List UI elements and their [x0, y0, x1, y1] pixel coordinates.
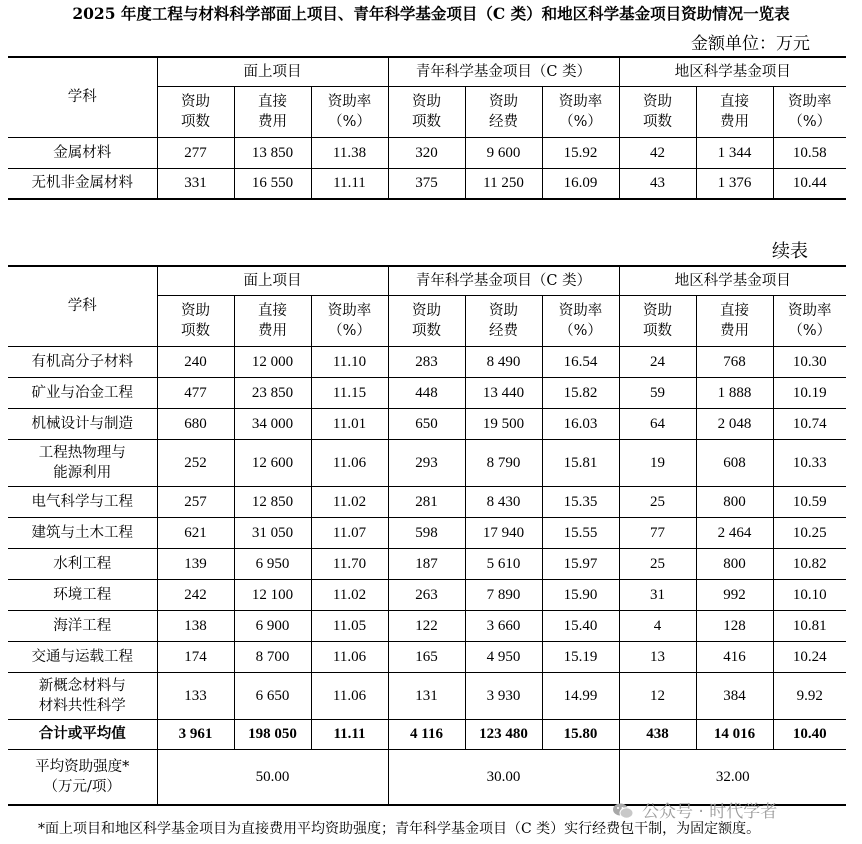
table-cell: 10.81 [773, 610, 846, 641]
table-cell: 139 [157, 548, 234, 579]
table-cell: 277 [157, 137, 234, 168]
table-cell: 15.55 [542, 517, 619, 548]
discipline-header: 学科 [8, 57, 157, 137]
table-cell: 8 430 [465, 486, 542, 517]
table-cell: 19 500 [465, 408, 542, 439]
table-cell: 252 [157, 439, 234, 486]
table-cell: 16.09 [542, 168, 619, 199]
subheader-line: 资助 [412, 302, 441, 319]
watermark-text: 公众号 · 时代学者 [642, 802, 778, 822]
group-header-general: 面上项目 [157, 57, 388, 86]
table-cell: 6 950 [234, 548, 311, 579]
table-cell: 448 [388, 377, 465, 408]
table-cell: 165 [388, 641, 465, 672]
subheader-cell [234, 295, 311, 346]
subheader-line: 资助率 [558, 302, 603, 319]
table-cell: 128 [696, 610, 773, 641]
funding-table-part1 [8, 56, 846, 200]
table-cell: 10.30 [773, 346, 846, 377]
subheader-cell [773, 86, 846, 137]
table-cell: 10.24 [773, 641, 846, 672]
avg-regional: 32.00 [619, 749, 846, 805]
subheader-cell [696, 295, 773, 346]
table-cell: 3 930 [465, 672, 542, 719]
subheader-line: 直接 [258, 302, 287, 319]
subheader-cell [542, 86, 619, 137]
subheader-line: 费用 [258, 322, 287, 339]
group-header-youth: 青年科学基金项目（C 类） [388, 266, 619, 295]
subheader-line: 资助 [181, 93, 210, 110]
subheader-line: （%） [559, 113, 602, 130]
avg-label-line1: 平均资助强度* [35, 758, 130, 775]
table-cell: 34 000 [234, 408, 311, 439]
table-cell: 2 048 [696, 408, 773, 439]
subheader-line: （%） [328, 113, 371, 130]
subheader-line: 直接 [720, 93, 750, 110]
subheader-line: 资助 [412, 93, 441, 110]
avg-general: 50.00 [157, 749, 388, 805]
table-cell: 12 600 [234, 439, 311, 486]
subheader-line: 资助率 [327, 302, 372, 319]
table-cell: 11.38 [311, 137, 388, 168]
group-header-general: 面上项目 [157, 266, 388, 295]
table-cell: 320 [388, 137, 465, 168]
table-cell: 11.10 [311, 346, 388, 377]
table-row [8, 439, 846, 486]
table-cell: 10.58 [773, 137, 846, 168]
table-cell: 1 376 [696, 168, 773, 199]
table-cell: 10.33 [773, 439, 846, 486]
table-cell: 15.40 [542, 610, 619, 641]
subheader-line: （%） [559, 322, 602, 339]
subheader-line: 资助 [489, 302, 518, 319]
discipline-name: 水利工程 [8, 548, 157, 579]
discipline-name: 金属材料 [8, 137, 157, 168]
table-cell: 59 [619, 377, 696, 408]
table-cell: 15.81 [542, 439, 619, 486]
table2-summary [8, 719, 846, 805]
subheader-line: 资助率 [327, 93, 372, 110]
discipline-name: 机械设计与制造 [8, 408, 157, 439]
table-cell: 263 [388, 579, 465, 610]
table-cell: 6 900 [234, 610, 311, 641]
table-row [8, 486, 846, 517]
subheader-line: 资助 [643, 302, 673, 319]
table-cell: 11.05 [311, 610, 388, 641]
total-label: 合计或平均值 [8, 719, 157, 749]
discipline-name: 矿业与冶金工程 [8, 377, 157, 408]
avg-intensity-label [8, 749, 157, 805]
table-cell: 992 [696, 579, 773, 610]
table-cell: 16.54 [542, 346, 619, 377]
table-cell: 768 [696, 346, 773, 377]
subheader-line: 资助 [643, 93, 673, 110]
table-cell: 800 [696, 548, 773, 579]
table-cell: 25 [619, 548, 696, 579]
subheader-line: 项数 [412, 322, 441, 339]
continued-label: 续表 [772, 241, 808, 262]
table-cell: 7 890 [465, 579, 542, 610]
table-cell: 6 650 [234, 672, 311, 719]
table-row [8, 672, 846, 719]
table-cell: 13 [619, 641, 696, 672]
table-cell: 12 000 [234, 346, 311, 377]
total-cell: 4 116 [388, 719, 465, 749]
table-row [8, 610, 846, 641]
table-cell: 1 888 [696, 377, 773, 408]
subheader-line: 资助率 [558, 93, 603, 110]
table-row [8, 168, 846, 199]
table-cell: 11.02 [311, 579, 388, 610]
group-header-regional: 地区科学基金项目 [619, 266, 846, 295]
table-row [8, 408, 846, 439]
table-cell: 680 [157, 408, 234, 439]
subheader-line: （%） [788, 113, 832, 130]
discipline-name: 电气科学与工程 [8, 486, 157, 517]
subheader-line: 项数 [412, 113, 441, 130]
table-cell: 43 [619, 168, 696, 199]
table-cell: 11.06 [311, 641, 388, 672]
table-row [8, 548, 846, 579]
table-cell: 650 [388, 408, 465, 439]
table-cell: 19 [619, 439, 696, 486]
subheader-cell [773, 295, 846, 346]
table-cell: 800 [696, 486, 773, 517]
subheader-cell [542, 295, 619, 346]
subheader-line: 直接 [258, 93, 287, 110]
table-row [8, 579, 846, 610]
table-cell: 187 [388, 548, 465, 579]
subheader-cell [311, 295, 388, 346]
table-cell: 11.02 [311, 486, 388, 517]
total-cell: 11.11 [311, 719, 388, 749]
subheader-line: 项数 [643, 322, 673, 339]
subheader-line: 经费 [489, 113, 518, 130]
subheader-line: 经费 [489, 322, 518, 339]
table-cell: 133 [157, 672, 234, 719]
table-cell: 12 850 [234, 486, 311, 517]
subheader-cell [465, 86, 542, 137]
total-cell: 14 016 [696, 719, 773, 749]
amount-unit: 金额单位：万元 [691, 34, 810, 54]
table-cell: 15.90 [542, 579, 619, 610]
table-cell: 13 850 [234, 137, 311, 168]
subheader-line: （%） [328, 322, 371, 339]
subheader-cell [234, 86, 311, 137]
total-cell: 123 480 [465, 719, 542, 749]
table-cell: 77 [619, 517, 696, 548]
table-cell: 5 610 [465, 548, 542, 579]
table-cell: 15.82 [542, 377, 619, 408]
table-cell: 13 440 [465, 377, 542, 408]
table-cell: 242 [157, 579, 234, 610]
subheader-line: 资助率 [788, 93, 832, 110]
subheader-line: 费用 [258, 113, 287, 130]
table-cell: 11.01 [311, 408, 388, 439]
table-cell: 11 250 [465, 168, 542, 199]
table-cell: 10.19 [773, 377, 846, 408]
table-cell: 14.99 [542, 672, 619, 719]
table-cell: 608 [696, 439, 773, 486]
table-cell: 16.03 [542, 408, 619, 439]
table-cell: 138 [157, 610, 234, 641]
table-cell: 10.82 [773, 548, 846, 579]
table-cell: 257 [157, 486, 234, 517]
subheader-cell [388, 86, 465, 137]
table-cell: 11.06 [311, 439, 388, 486]
table-cell: 12 [619, 672, 696, 719]
table-cell: 293 [388, 439, 465, 486]
table-cell: 42 [619, 137, 696, 168]
table-cell: 8 700 [234, 641, 311, 672]
subheader-cell [388, 295, 465, 346]
table-cell: 15.92 [542, 137, 619, 168]
subheader-line: 费用 [720, 322, 750, 339]
table-cell: 375 [388, 168, 465, 199]
funding-table-part2 [8, 265, 846, 806]
table-cell: 240 [157, 346, 234, 377]
table-cell: 281 [388, 486, 465, 517]
discipline-name: 有机高分子材料 [8, 346, 157, 377]
group-header-regional: 地区科学基金项目 [619, 57, 846, 86]
subheader-cell [619, 86, 696, 137]
subheader-cell [157, 295, 234, 346]
subheader-cell [157, 86, 234, 137]
subheader-line: 项数 [181, 113, 210, 130]
table-cell: 25 [619, 486, 696, 517]
subheader-cell [696, 86, 773, 137]
table-row [8, 517, 846, 548]
table-cell: 12 100 [234, 579, 311, 610]
table-cell: 11.70 [311, 548, 388, 579]
table-row [8, 346, 846, 377]
table-cell: 24 [619, 346, 696, 377]
discipline-header: 学科 [8, 266, 157, 346]
table-cell: 331 [157, 168, 234, 199]
total-cell: 438 [619, 719, 696, 749]
subheader-line: （%） [788, 322, 832, 339]
table-cell: 10.44 [773, 168, 846, 199]
discipline-name: 海洋工程 [8, 610, 157, 641]
table-cell: 64 [619, 408, 696, 439]
table-cell: 283 [388, 346, 465, 377]
subheader-line: 资助 [489, 93, 518, 110]
discipline-name: 工程热物理与 能源利用 [8, 439, 157, 486]
table-cell: 2 464 [696, 517, 773, 548]
table-row [8, 377, 846, 408]
table-cell: 477 [157, 377, 234, 408]
table-cell: 122 [388, 610, 465, 641]
total-cell: 3 961 [157, 719, 234, 749]
table2-body [8, 346, 846, 719]
table-cell: 10.10 [773, 579, 846, 610]
table-cell: 174 [157, 641, 234, 672]
table-cell: 31 050 [234, 517, 311, 548]
table-cell: 23 850 [234, 377, 311, 408]
subheader-line: 直接 [720, 302, 750, 319]
table-cell: 15.35 [542, 486, 619, 517]
avg-youth: 30.00 [388, 749, 619, 805]
discipline-name: 新概念材料与 材料共性科学 [8, 672, 157, 719]
subheader-line: 项数 [181, 322, 210, 339]
footnote: *面上项目和地区科学基金项目为直接费用平均资助强度；青年科学基金项目（C 类）实行经费包干制，为固定额度。 [38, 821, 761, 837]
discipline-name: 无机非金属材料 [8, 168, 157, 199]
table-cell: 17 940 [465, 517, 542, 548]
table-cell: 11.15 [311, 377, 388, 408]
subheader-cell [311, 86, 388, 137]
group-header-youth: 青年科学基金项目（C 类） [388, 57, 619, 86]
discipline-name: 环境工程 [8, 579, 157, 610]
table-row [8, 137, 846, 168]
subheader-line: 项数 [643, 113, 673, 130]
page-title: 2025 年度工程与材料科学部面上项目、青年科学基金项目（C 类）和地区科学基金项目资助情况一览表 [72, 4, 790, 23]
total-cell: 198 050 [234, 719, 311, 749]
table-cell: 384 [696, 672, 773, 719]
total-row [8, 719, 846, 749]
table-cell: 16 550 [234, 168, 311, 199]
total-cell: 10.40 [773, 719, 846, 749]
table-cell: 15.19 [542, 641, 619, 672]
discipline-name: 建筑与土木工程 [8, 517, 157, 548]
table-cell: 3 660 [465, 610, 542, 641]
table-cell: 621 [157, 517, 234, 548]
table-cell: 9.92 [773, 672, 846, 719]
table-cell: 11.07 [311, 517, 388, 548]
avg-label-line2: （万元/项） [43, 778, 121, 795]
table-cell: 11.06 [311, 672, 388, 719]
table-cell: 131 [388, 672, 465, 719]
table-row [8, 641, 846, 672]
total-cell: 15.80 [542, 719, 619, 749]
table-cell: 598 [388, 517, 465, 548]
table-cell: 1 344 [696, 137, 773, 168]
table-cell: 31 [619, 579, 696, 610]
table-cell: 416 [696, 641, 773, 672]
subheader-line: 费用 [720, 113, 750, 130]
table-cell: 9 600 [465, 137, 542, 168]
table-cell: 10.25 [773, 517, 846, 548]
discipline-name: 交通与运载工程 [8, 641, 157, 672]
subheader-cell [465, 295, 542, 346]
subheader-line: 资助率 [788, 302, 832, 319]
table-cell: 4 [619, 610, 696, 641]
subheader-line: 资助 [181, 302, 210, 319]
table-cell: 15.97 [542, 548, 619, 579]
subheader-cell [619, 295, 696, 346]
table-cell: 10.74 [773, 408, 846, 439]
table-cell: 8 790 [465, 439, 542, 486]
table-cell: 10.59 [773, 486, 846, 517]
table1-body [8, 137, 846, 199]
table-cell: 11.11 [311, 168, 388, 199]
table-cell: 8 490 [465, 346, 542, 377]
table-cell: 4 950 [465, 641, 542, 672]
